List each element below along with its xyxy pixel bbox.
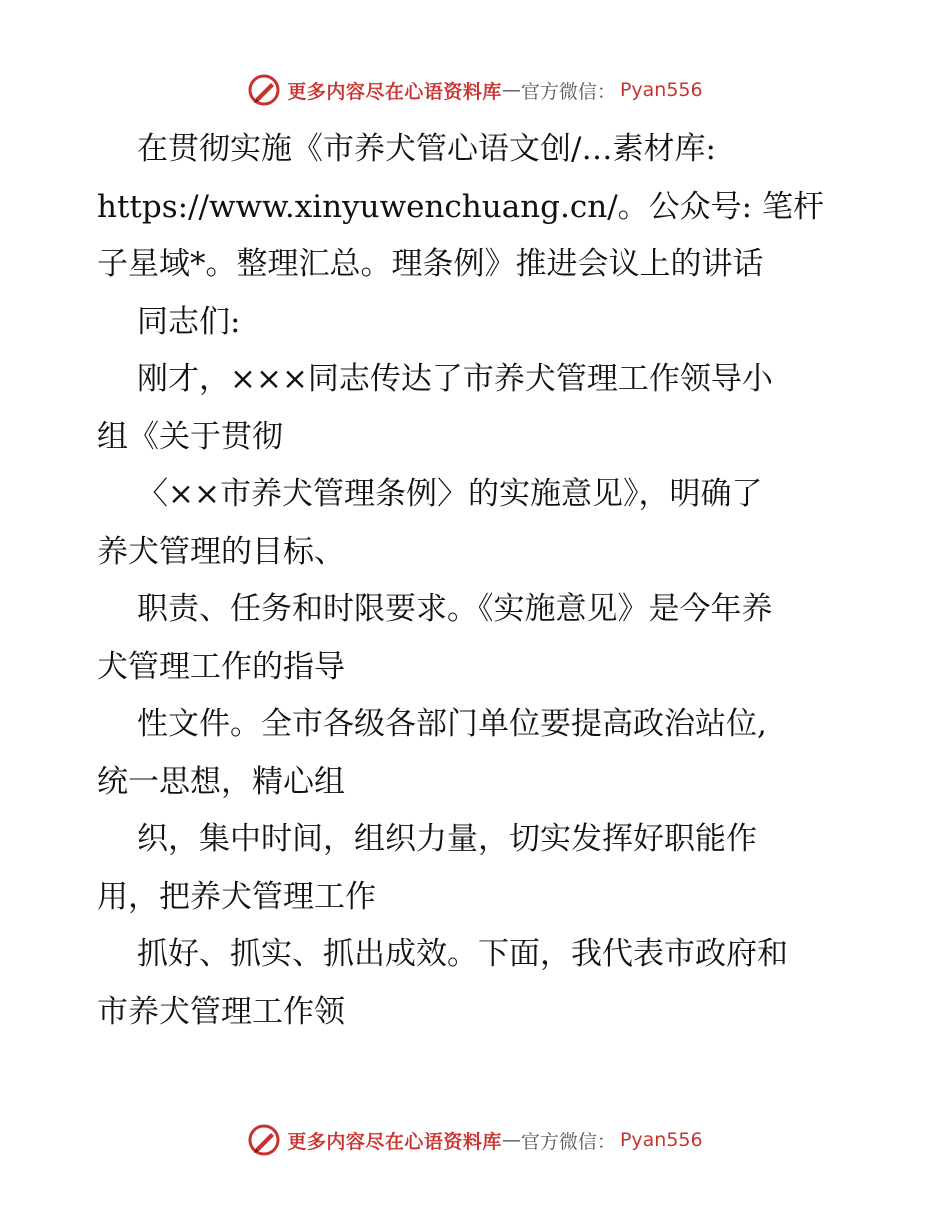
text-line: 性文件。全市各级各部门单位要提高政治站位, <box>137 706 767 742</box>
banner-brand: 更多内容尽在心语资料库 <box>287 1130 502 1153</box>
banner-wechat-label: 官方微信： <box>520 80 616 103</box>
header-watermark <box>0 70 950 110</box>
text-line: 抓好、抓实、抓出成效。下面，我代表市政府和 <box>137 936 788 972</box>
text-line: 刚才，×××同志传达了市养犬管理工作领导小 <box>137 361 773 397</box>
banner-brand: 更多内容尽在心语资料库 <box>287 80 502 103</box>
banner-separator: — <box>501 1129 521 1151</box>
text-line: 子星域*。整理汇总。理条例》推进会议上的讲话 <box>97 246 764 282</box>
pen-logo-icon <box>247 73 281 107</box>
footer-watermark <box>0 1120 950 1160</box>
text-line: 织，集中时间，组织力量，切实发挥好职能作 <box>137 821 757 857</box>
text-line: 统一思想，精心组 <box>97 763 345 800</box>
banner-wechat-id: Pyan556 <box>619 1129 703 1151</box>
text-line: 职责、任务和时限要求。《实施意见》是今年养 <box>137 591 773 627</box>
banner-wechat-id: Pyan556 <box>619 79 703 101</box>
text-line: 用，把养犬管理工作 <box>97 878 376 915</box>
banner-wechat-label: 官方微信： <box>520 1130 616 1153</box>
text-line: 〈××市养犬管理条例〉的实施意见》，明确了 <box>137 476 763 512</box>
banner-separator: — <box>501 79 521 101</box>
pen-logo-icon <box>247 1123 281 1157</box>
text-line: 同志们: <box>137 303 241 340</box>
text-line: 在贯彻实施《市养犬管心语文创/…素材库: <box>137 131 716 167</box>
text-line: 组《关于贯彻 <box>97 418 283 455</box>
text-line: 市养犬管理工作领 <box>97 993 345 1030</box>
document-body <box>97 121 857 1041</box>
text-line: 犬管理工作的指导 <box>97 648 345 685</box>
text-line: https://www.xinyuwenchuang.cn/。公众号: 笔杆 <box>97 188 824 225</box>
text-line: 养犬管理的目标、 <box>97 533 345 570</box>
